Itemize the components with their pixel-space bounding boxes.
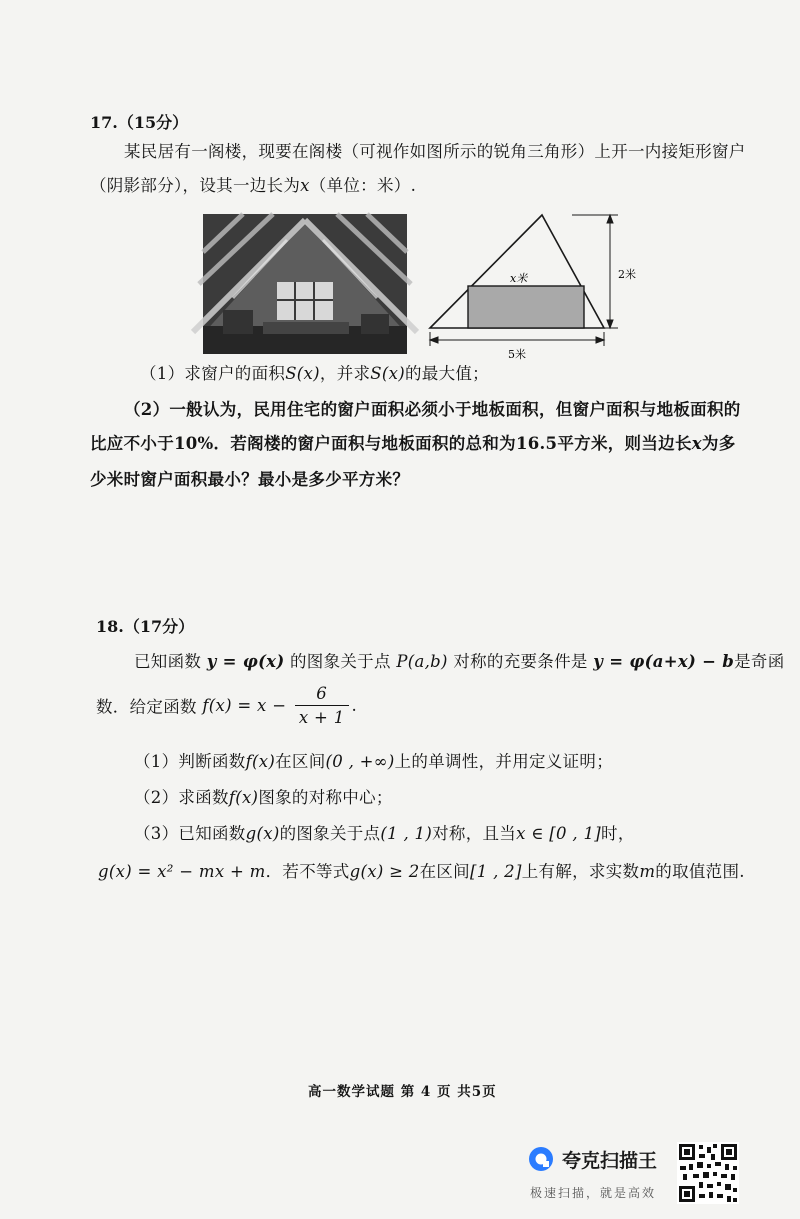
page-footer: 高一数学试题 第 4 页 共5页 [308, 1084, 497, 1100]
q17-intro-line2: （阴影部分），设其一边长为x（单位：米）. [90, 176, 417, 195]
q17-part2-line3: 少米时窗户面积最小？最小是多少平方米？ [90, 470, 410, 489]
qr-code-icon [677, 1142, 739, 1204]
q17-part2-line2: 比应不小于10%．若阁楼的窗户面积与地板面积的总和为16.5平方米，则当边长x为多 [90, 434, 736, 453]
q17-part2-line1: （2）一般认为，民用住宅的窗户面积必须小于地板面积，但窗户面积与地板面积的 [124, 400, 741, 419]
q18-part3-line1: （3）已知函数g(x)的图象关于点(1 , 1)对称，且当x ∈ [0 , 1]时， [134, 824, 635, 843]
label-height: 2米 [618, 268, 636, 281]
q18-intro: 已知函数 y = φ(x) 的图象关于点 P(a,b) 对称的充要条件是 y = φ(a+x) − b是奇函 [134, 652, 785, 671]
fraction-6-over-x-plus-1: $\frac{6}{x + 1}$ [295, 684, 349, 727]
q17-part1: （1）求窗户的面积S(x)，并求S(x)的最大值； [140, 364, 489, 383]
q17-intro-line1: 某民居有一阁楼，现要在阁楼（可视作如图所示的锐角三角形）上开一内接矩形窗户 [124, 142, 746, 161]
q18-line2: 数．给定函数 f(x) = x − $\frac{6}{x + 1}$ . [96, 684, 358, 727]
watermark-slogan: 极速扫描，就是高效 [530, 1186, 657, 1200]
base-dimension [430, 332, 604, 346]
label-x: x米 [510, 272, 528, 285]
q18-header: 18.（17分） [96, 617, 195, 636]
window-rectangle [468, 286, 584, 328]
attic-photo [203, 214, 407, 354]
quark-logo-icon [528, 1146, 554, 1172]
watermark-brand: 夸克扫描王 [562, 1150, 658, 1172]
triangle-diagram [422, 210, 634, 362]
q18-part2: （2）求函数f(x)图象的对称中心； [134, 788, 393, 807]
label-base: 5米 [508, 348, 526, 361]
q18-part1: （1）判断函数f(x)在区间(0 , +∞)上的单调性，并用定义证明； [134, 752, 613, 771]
q18-part3-line2: g(x) = x² − mx + m．若不等式g(x) ≥ 2在区间[1 , 2]上有解，求实数m的取值范围. [98, 862, 745, 881]
q17-header: 17.（15分） [90, 113, 189, 132]
